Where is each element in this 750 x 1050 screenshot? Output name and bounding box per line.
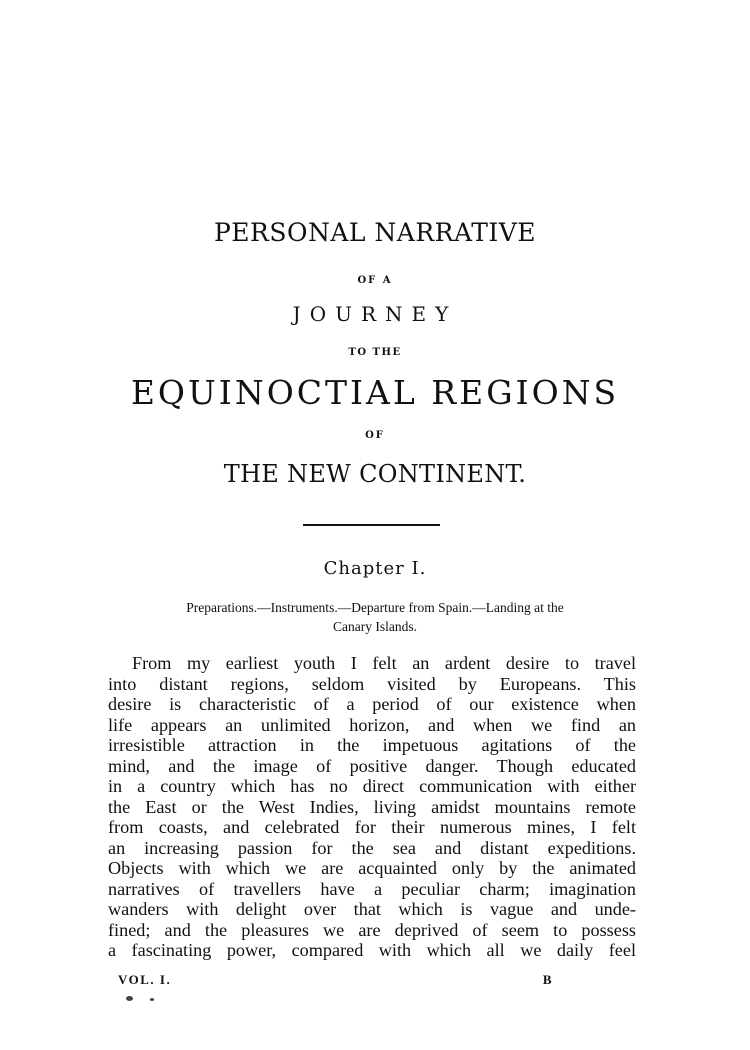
ink-speck bbox=[126, 996, 133, 1001]
body-line: irresistible attraction in the impetuous agitations of the bbox=[108, 735, 636, 755]
body-line: from coasts, and celebrated for their numerous mines, I felt bbox=[108, 817, 636, 837]
title-line-to-the: TO THE bbox=[348, 347, 402, 358]
body-line: wanders with delight over that which is vague and unde- bbox=[108, 899, 636, 919]
body-line: mind, and the image of positive danger. Though educated bbox=[108, 755, 636, 776]
title-line-of-a: OF A bbox=[357, 275, 393, 286]
chapter-heading: Chapter I. bbox=[323, 558, 427, 579]
body-line: desire is characteristic of a period of our existence when bbox=[108, 694, 636, 714]
title-line-personal-narrative: PERSONAL NARRATIVE bbox=[213, 218, 537, 247]
title-divider-rule bbox=[303, 524, 440, 526]
body-line: Objects with which we are acquainted only by the animated bbox=[108, 858, 636, 878]
title-line-journey: JOURNEY bbox=[292, 302, 458, 326]
title-line-new-continent: THE NEW CONTINENT. bbox=[223, 460, 527, 488]
body-line: an increasing passion for the sea and distant expeditions. bbox=[108, 837, 636, 858]
chapter-summary-line-2: Canary Islands. bbox=[333, 619, 417, 634]
body-line: fined; and the pleasures we are deprived of seem to possess bbox=[108, 919, 636, 940]
body-line: in a country which has no direct communication with either bbox=[108, 776, 636, 796]
title-line-of: OF bbox=[365, 430, 385, 441]
signature-mark: B bbox=[542, 972, 553, 987]
body-line: narratives of travellers have a peculiar charm; imagination bbox=[108, 878, 636, 899]
volume-label: VOL. I. bbox=[118, 972, 172, 987]
body-line: the East or the West Indies, living amidst mountains remote bbox=[108, 796, 636, 817]
chapter-summary-line-1: Preparations.—Instruments.—Departure from Spain.—Landing at the bbox=[186, 600, 564, 615]
body-text bbox=[108, 653, 636, 961]
body-line: into distant regions, seldom visited by Europeans. This bbox=[108, 673, 636, 694]
ink-speck bbox=[150, 998, 154, 1001]
body-line: a fascinating power, compared with which all we daily feel bbox=[108, 940, 636, 960]
title-line-equinoctial-regions: EQUINOCTIAL REGIONS bbox=[130, 373, 620, 412]
body-line: life appears an unlimited horizon, and when we find an bbox=[108, 714, 636, 735]
body-line: From my earliest youth I felt an ardent desire to travel bbox=[132, 653, 636, 673]
